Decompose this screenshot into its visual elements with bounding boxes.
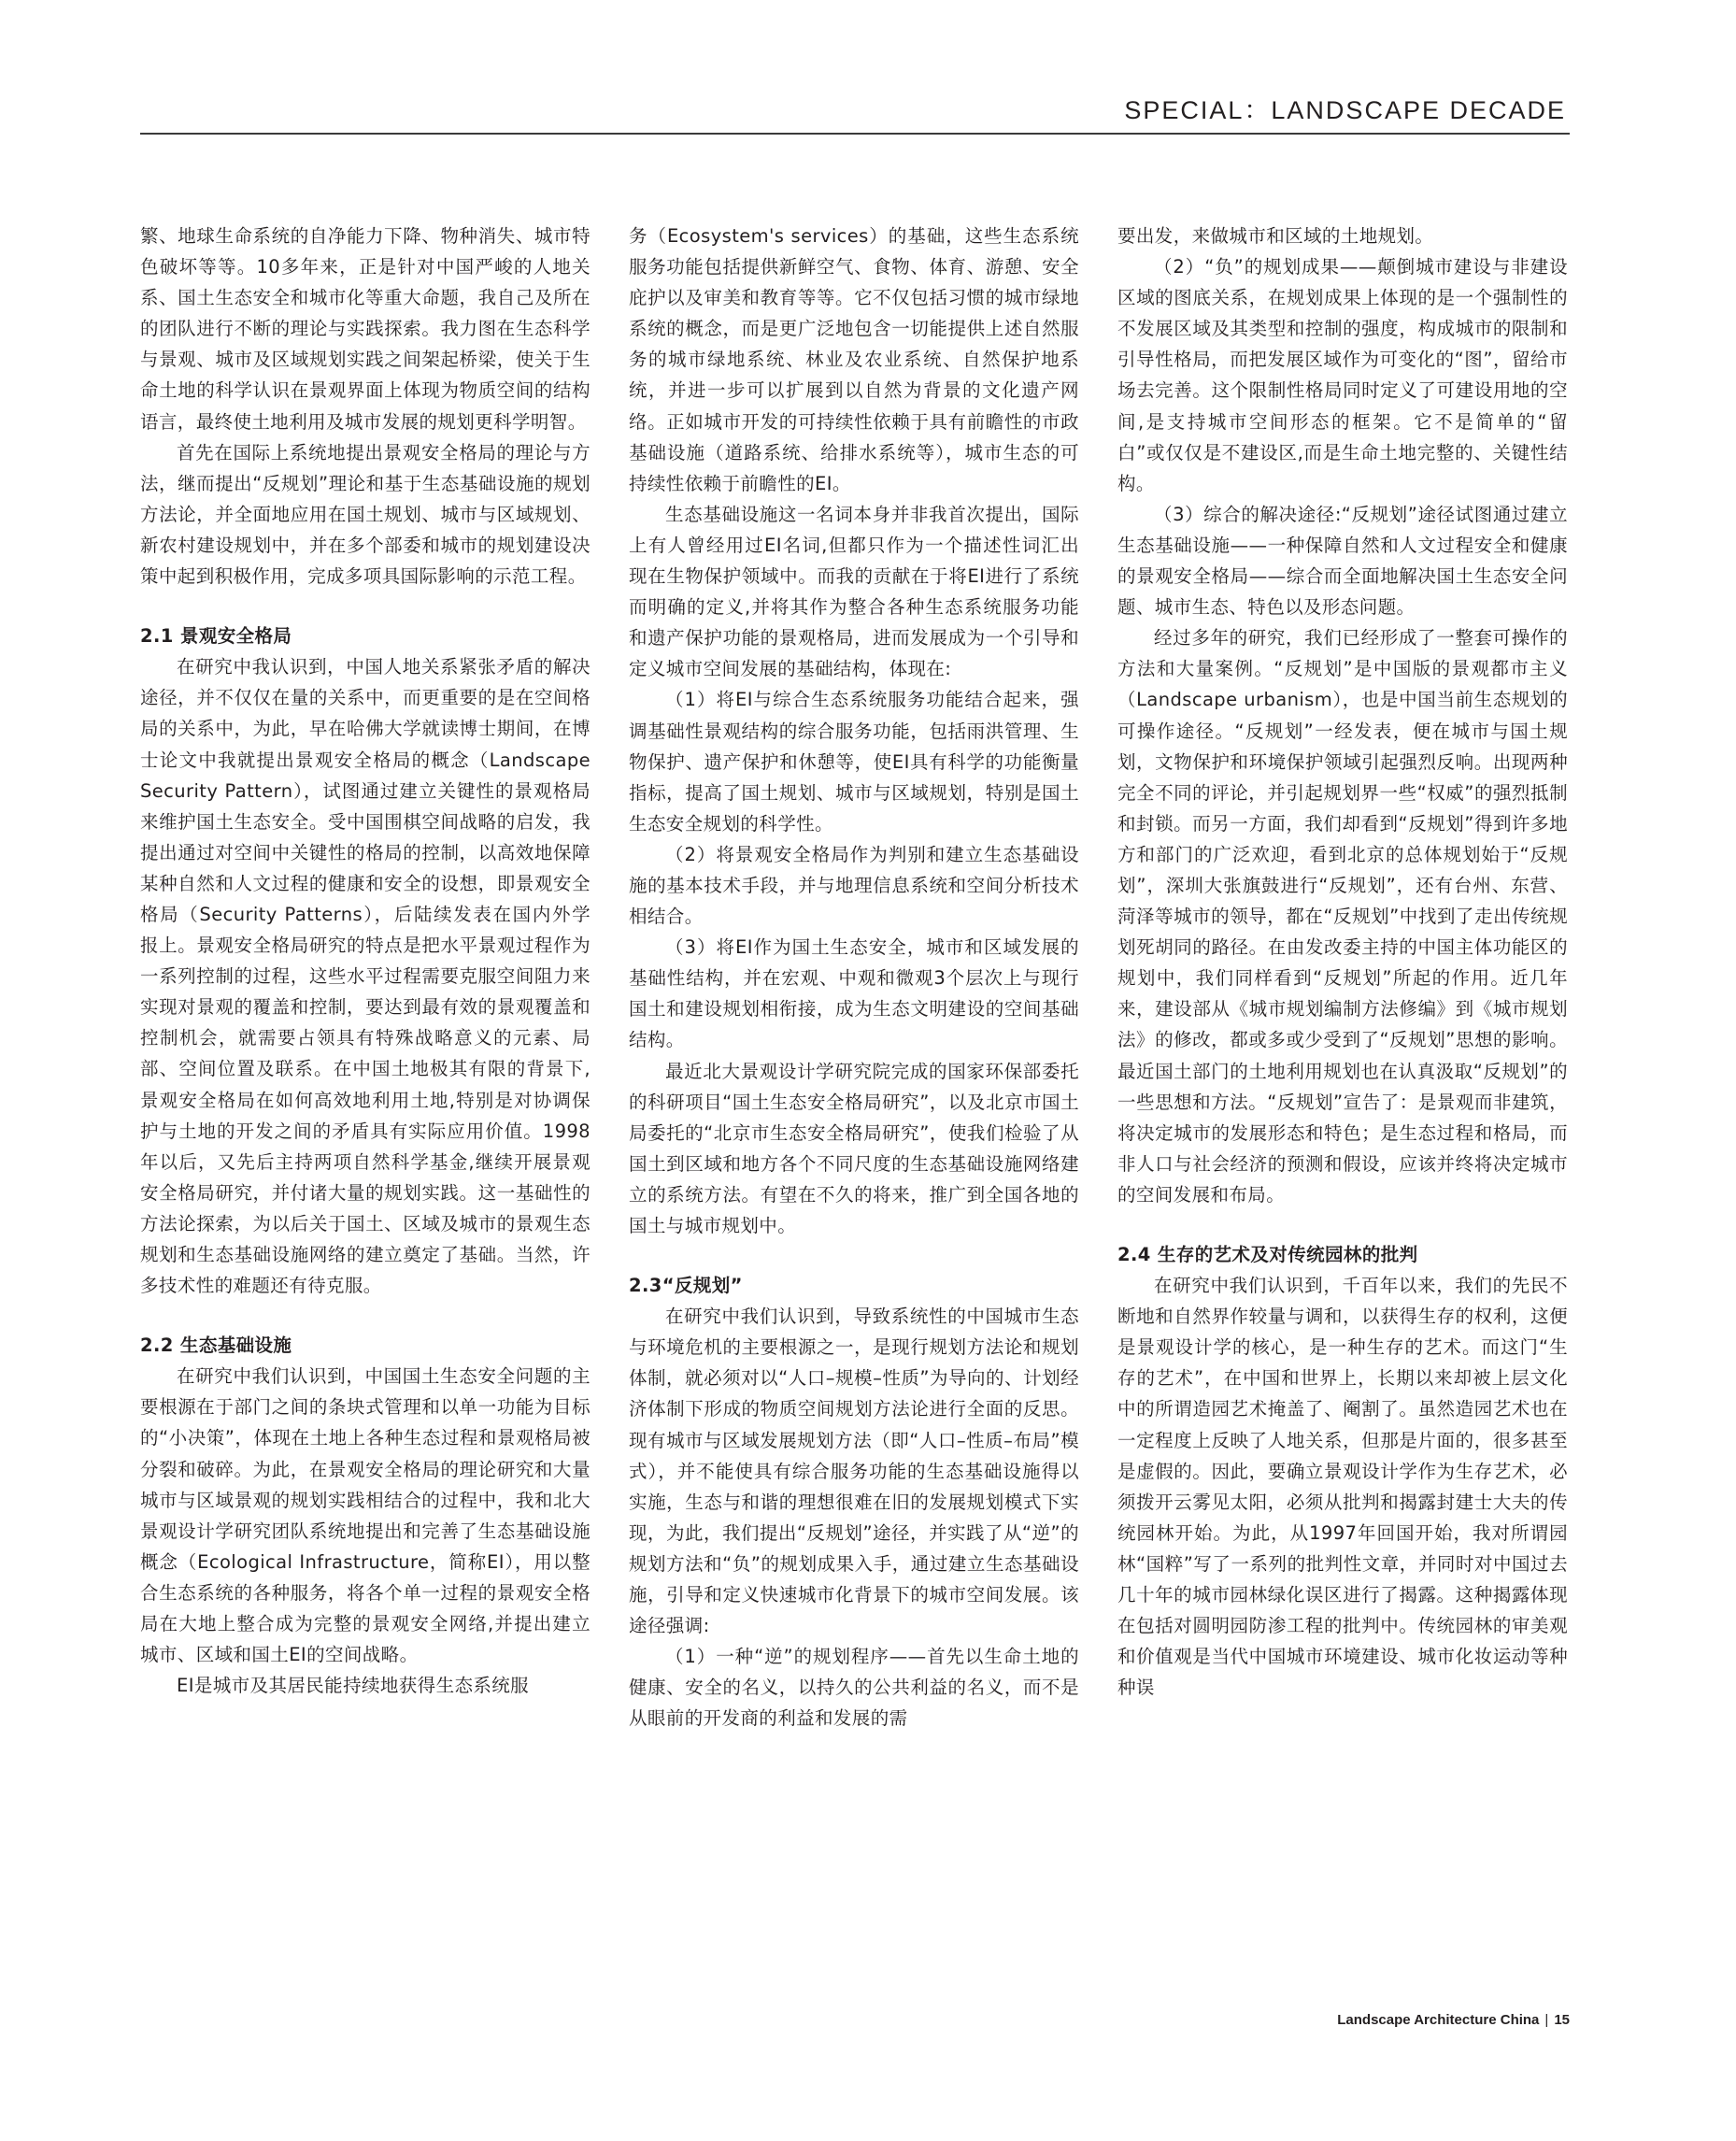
column-2 — [629, 221, 1079, 1734]
paragraph: EI是城市及其居民能持续地获得生态系统服 — [177, 1675, 530, 1697]
paragraph: 繁、地球生命系统的自净能力下降、物种消失、城市特色破坏等等。10多年来，正是针对中国严峻的人地关系、国土生态安全和城市化等重大命题，我自己及所在的团队进行不断的理论与实践探索。我力图在生态科学与景观、城市及区域规划实践之间架起桥梁，使关于生命土地的科学认识在景观界面上体现为物质空间的结构语言，最终使土地利用及城市发展的规划更科学明智。 — [140, 225, 591, 433]
paragraph: 最近北大景观设计学研究院完成的国家环保部委托的科研项目“国土生态安全格局研究”，以及北京市国土局委托的“北京市生态安全格局研究”，使我们检验了从国土到区域和地方各个不同尺度的生态基础设施网络建立的系统方法。有望在不久的将来，推广到全国各地的国土与城市规划中。 — [629, 1060, 1079, 1236]
footer-separator: | — [1544, 2012, 1549, 2028]
section-heading-2-4: 2.4 生存的艺术及对传统园林的批判 — [1117, 1244, 1418, 1265]
column-1 — [140, 221, 591, 1701]
section-heading-2-2: 2.2 生态基础设施 — [140, 1335, 292, 1357]
paragraph: 务（Ecosystem's services）的基础，这些生态系统服务功能包括提供新鲜空气、食物、体育、游憩、安全庇护以及审美和教育等等。它不仅包括习惯的城市绿地系统的概念，而是更广泛地包含一切能提供上述自然服务的城市绿地系统、林业及农业系统、自然保护地系统，并进一步可以扩展到以自然为背景的文化遗产网络。正如城市开发的可持续性依赖于具有前瞻性的市政基础设施（道路系统、给排水系统等），城市生态的可持续性依赖于前瞻性的EI。 — [629, 225, 1079, 494]
journal-name: Landscape Architecture China — [1337, 2012, 1540, 2028]
paragraph: 在研究中我们认识到，千百年以来，我们的先民不断地和自然界作较量与调和，以获得生存的权利，这便是景观设计学的核心，是一种生存的艺术。而这门“生存的艺术”，在中国和世界上，长期以来却被上层文化中的所谓造园艺术掩盖了、阉割了。虽然造园艺术也在一定程度上反映了人地关系，但那是片面的，很多甚至是虚假的。因此，要确立景观设计学作为生存艺术，必须拨开云雾见太阳，必须从批判和揭露封建士大夫的传统园林开始。为此，从1997年回国开始，我对所谓园林“国粹”写了一系列的批判性文章，并同时对中国过去几十年的城市园林绿化误区进行了揭露。这种揭露体现在包括对圆明园防渗工程的批判中。传统园林的审美观和价值观是当代中国城市环境建设、城市化妆运动等种种误 — [1117, 1275, 1568, 1699]
paragraph: 生态基础设施这一名词本身并非我首次提出，国际上有人曾经用过EI名词,但都只作为一个描述性词汇出现在生物保护领域中。而我的贡献在于将EI进行了系统而明确的定义,并将其作为整合各种生态系统服务功能和遗产保护功能的景观格局，进而发展成为一个引导和定义城市空间发展的基础结构，体现在: — [629, 503, 1079, 680]
section-heading-2-1: 2.1 景观安全格局 — [140, 625, 292, 648]
paragraph: （3）综合的解决途径:“反规划”途径试图通过建立生态基础设施——一种保障自然和人文过程安全和健康的景观安全格局——综合而全面地解决国土生态安全问题、城市生态、特色以及形态问题。 — [1117, 503, 1568, 619]
section-heading-2-3: 2.3“反规划” — [629, 1275, 743, 1297]
paragraph: 经过多年的研究，我们已经形成了一整套可操作的方法和大量案例。“反规划”是中国版的景观都市主义（Landscape urbanism），也是中国当前生态规划的可操作途径。“反规划”一经发表，便在城市与国土规划，文物保护和环境保护领域引起强烈反响。出现两种完全不同的评论，并引起规划界一些“权威”的强烈抵制和封锁。而另一方面，我们却看到“反规划”得到许多地方和部门的广泛欢迎，看到北京的总体规划始于“反规划”，深圳大张旗鼓进行“反规划”，还有台州、东营、菏泽等城市的领导，都在“反规划”中找到了走出传统规划死胡同的路径。在由发改委主持的中国主体功能区的规划中，我们同样看到“反规划”所起的作用。近几年来，建设部从《城市规划编制方法修编》到《城市规划法》的修改，都或多或少受到了“反规划”思想的影响。最近国土部门的土地利用规划也在认真汲取“反规划”的一些思想和方法。“反规划”宣告了：是景观而非建筑，将决定城市的发展形态和特色；是生态过程和格局，而非人口与社会经济的预测和假设，应该并终将决定城市的空间发展和布局。 — [1117, 627, 1568, 1206]
paragraph: （1）将EI与综合生态系统服务功能结合起来，强调基础性景观结构的综合服务功能，包括雨洪管理、生物保护、遗产保护和休憩等，使EI具有科学的功能衡量指标，提高了国土规划、城市与区域规划，特别是国土生态安全规划的科学性。 — [629, 689, 1079, 835]
paragraph: 在研究中我认识到，中国人地关系紧张矛盾的解决途径，并不仅仅在量的关系中，而更重要的是在空间格局的关系中，为此，早在哈佛大学就读博士期间，在博士论文中我就提出景观安全格局的概念（Landscape Security Pattern），试图通过建立关键性的景观格局来维护国土生态安全。受中国围棋空间战略的启发，我提出通过对空间中关键性的格局的控制，以高效地保障某种自然和人文过程的健康和安全的设想，即景观安全格局（Security Patterns），后陆续发表在国内外学报上。景观安全格局研究的特点是把水平景观过程作为一系列控制的过程，这些水平过程需要克服空间阻力来实现对景观的覆盖和控制，要达到最有效的景观覆盖和控制机会，就需要占领具有特殊战略意义的元素、局部、空间位置及联系。在中国土地极其有限的背景下,景观安全格局在如何高效地利用土地,特别是对协调保护与土地的开发之间的矛盾具有实际应用价值。1998年以后，又先后主持两项自然科学基金,继续开展景观安全格局研究，并付诸大量的规划实践。这一基础性的方法论探索，为以后关于国土、区域及城市的景观生态规划和生态基础设施网络的建立奠定了基础。当然，许多技术性的难题还有待克服。 — [140, 656, 591, 1297]
page-number: 15 — [1554, 2012, 1570, 2028]
page-header — [140, 90, 1570, 135]
paragraph: （2）将景观安全格局作为判别和建立生态基础设施的基本技术手段，并与地理信息系统和空间分析技术相结合。 — [629, 843, 1079, 928]
page-footer — [1337, 2012, 1570, 2028]
header-title: SPECIAL：LANDSCAPE DECADE — [1124, 96, 1566, 124]
paragraph: 在研究中我们认识到，导致系统性的中国城市生态与环境危机的主要根源之一，是现行规划方法论和规划体制，就必须对以“人口–规模–性质”为导向的、计划经济体制下形成的物质空间规划方法论进行全面的反思。现有城市与区域发展规划方法（即“人口–性质–布局”模式），并不能使具有综合服务功能的生态基础设施得以实施，生态与和谐的理想很难在旧的发展规划模式下实现，为此，我们提出“反规划”途径，并实践了从“逆”的规划方法和“负”的规划成果入手，通过建立生态基础设施，引导和定义快速城市化背景下的城市空间发展。该途径强调: — [629, 1306, 1079, 1637]
paragraph: 首先在国际上系统地提出景观安全格局的理论与方法，继而提出“反规划”理论和基于生态基础设施的规划方法论，并全面地应用在国土规划、城市与区域规划、新农村建设规划中，并在多个部委和城市的规划建设决策中起到积极作用，完成多项具国际影响的示范工程。 — [140, 441, 591, 588]
paragraph: 在研究中我们认识到，中国国土生态安全问题的主要根源在于部门之间的条块式管理和以单一功能为目标的“小决策”，体现在土地上各种生态过程和景观格局被分裂和破碎。为此，在景观安全格局的理论研究和大量城市与区域景观的规划实践相结合的过程中，我和北大景观设计学研究团队系统地提出和完善了生态基础设施概念（Ecological Infrastructure，简称EI），用以整合生态系统的各种服务，将各个单一过程的景观安全格局在大地上整合成为完整的景观安全网络,并提出建立城市、区域和国土EI的空间战略。 — [140, 1365, 591, 1666]
column-3 — [1117, 221, 1568, 1703]
paragraph: 要出发，来做城市和区域的土地规划。 — [1117, 225, 1434, 247]
paragraph: （2）“负”的规划成果——颠倒城市建设与非建设区域的图底关系，在规划成果上体现的是一个强制性的不发展区域及其类型和控制的强度，构成城市的限制和引导性格局，而把发展区域作为可变化的“图”，留给市场去完善。这个限制性格局同时定义了可建设用地的空间,是支持城市空间形态的框架。它不是简单的“留白”或仅仅是不建设区,而是生命土地完整的、关键性结构。 — [1117, 256, 1568, 494]
paragraph: （3）将EI作为国土生态安全，城市和区域发展的基础性结构，并在宏观、中观和微观3个层次上与现行国土和建设规划相衔接，成为生态文明建设的空间基础结构。 — [629, 936, 1079, 1051]
paragraph: （1）一种“逆”的规划程序——首先以生命土地的健康、安全的名义，以持久的公共利益的名义，而不是从眼前的开发商的利益和发展的需 — [629, 1646, 1079, 1730]
